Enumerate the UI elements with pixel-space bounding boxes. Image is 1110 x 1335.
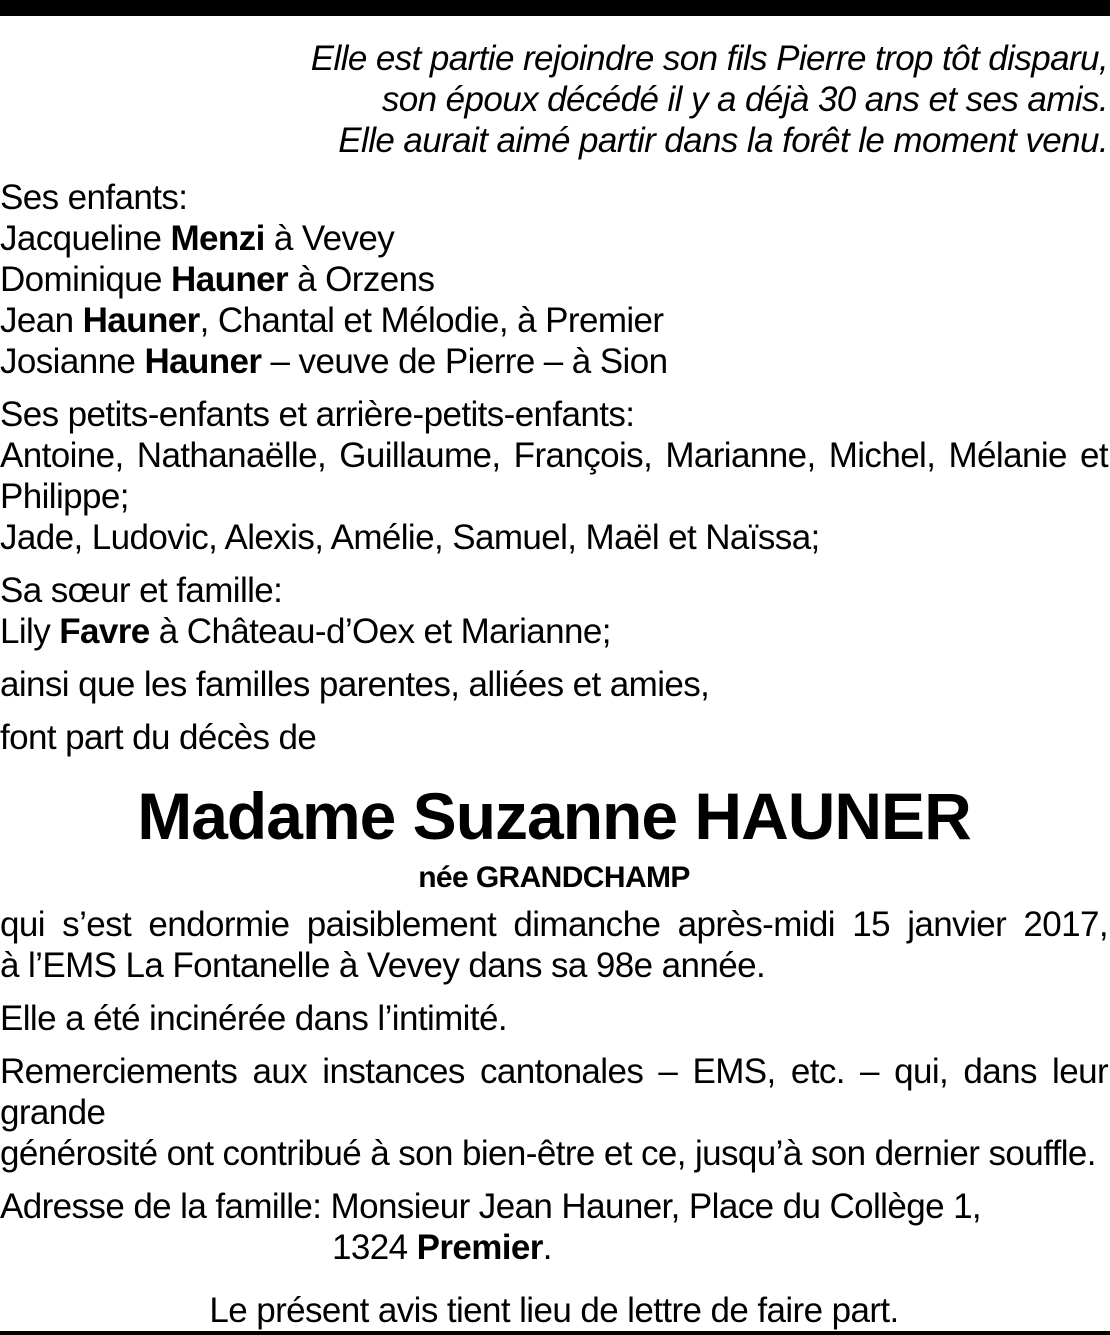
postcode: 1324 — [332, 1228, 417, 1267]
child-row — [0, 259, 1108, 300]
obituary-notice — [0, 38, 1108, 1331]
city: Premier — [416, 1228, 543, 1267]
child-detail: à Orzens — [288, 260, 435, 299]
grandchildren-section — [0, 394, 1108, 558]
grandchildren-line: Antoine, Nathanaëlle, Guillaume, François, Marianne, Michel, Mélanie et — [0, 436, 1108, 475]
sister-detail: à Château-d’Oex et Marianne; — [149, 612, 611, 651]
deceased-name: Madame Suzanne HAUNER — [137, 779, 971, 853]
announcement-line: font part du décès de — [0, 718, 317, 757]
address-line: Adresse de la famille: Monsieur Jean Hauner, Place du Collège 1, — [0, 1187, 982, 1226]
epigraph-line: Elle aurait aimé partir dans la forêt le moment venu. — [338, 121, 1108, 160]
thanks-section — [0, 1051, 1108, 1174]
child-surname: Menzi — [170, 219, 265, 258]
family-address — [0, 1186, 1108, 1268]
child-first-name: Jacqueline — [0, 219, 171, 258]
address-end: . — [542, 1228, 552, 1267]
bottom-rule — [0, 1331, 1110, 1335]
sister-row — [0, 611, 1108, 652]
children-section — [0, 177, 1108, 382]
sister-first-name: Lily — [0, 612, 60, 651]
children-heading: Ses enfants: — [0, 178, 188, 217]
death-details — [0, 904, 1108, 986]
child-first-name: Josianne — [0, 342, 145, 381]
thanks-line: générosité ont contribué à son bien-être et ce, jusqu’à son dernier souffle. — [0, 1134, 1096, 1173]
child-detail: , Chantal et Mélodie, à Premier — [199, 301, 664, 340]
sister-section — [0, 570, 1108, 652]
child-first-name: Dominique — [0, 260, 172, 299]
child-detail: – veuve de Pierre – à Sion — [261, 342, 668, 381]
sister-surname: Favre — [59, 612, 150, 651]
address-city-line — [0, 1227, 1108, 1268]
child-surname: Hauner — [82, 301, 200, 340]
epigraph-line: son époux décédé il y a déjà 30 ans et ses amis. — [381, 80, 1108, 119]
closing-note: Le présent avis tient lieu de lettre de faire part. — [209, 1291, 899, 1330]
grandchildren-heading: Ses petits-enfants et arrière-petits-enfants: — [0, 395, 635, 434]
death-line: à l’EMS La Fontanelle à Vevey dans sa 98e année. — [0, 946, 766, 985]
child-row — [0, 300, 1108, 341]
maiden-name: née GRANDCHAMP — [418, 861, 690, 894]
child-first-name: Jean — [0, 301, 83, 340]
sister-heading: Sa sœur et famille: — [0, 571, 283, 610]
epigraph — [0, 38, 1108, 161]
great-grandchildren-line: Jade, Ludovic, Alexis, Amélie, Samuel, Maël et Naïssa; — [0, 518, 820, 557]
epigraph-line: Elle est partie rejoindre son fils Pierre trop tôt disparu, — [310, 39, 1108, 78]
families-line: ainsi que les familles parentes, alliées et amies, — [0, 665, 710, 704]
child-surname: Hauner — [171, 260, 289, 299]
child-row — [0, 218, 1108, 259]
child-row — [0, 341, 1108, 382]
top-rule — [0, 0, 1110, 16]
child-surname: Hauner — [144, 342, 262, 381]
death-line: qui s’est endormie paisiblement dimanche après-midi 15 janvier 2017, — [0, 905, 1108, 944]
cremation-line: Elle a été incinérée dans l’intimité. — [0, 999, 507, 1038]
grandchildren-line: Philippe; — [0, 477, 129, 516]
thanks-line: Remerciements aux instances cantonales – EMS, etc. – qui, dans leur grande — [0, 1052, 1108, 1132]
child-detail: à Vevey — [264, 219, 395, 258]
